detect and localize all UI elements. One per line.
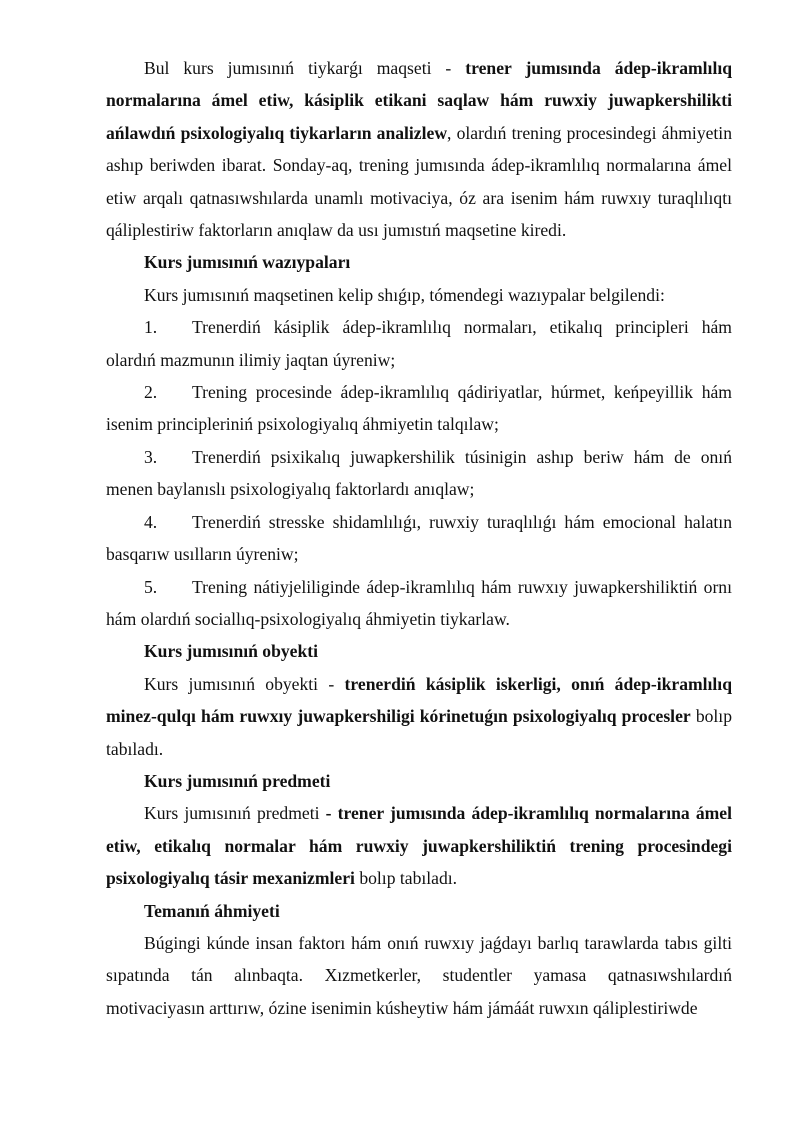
- subject-emphasis: - trener jumısında ádep-ikramlılıq normalarına ámel etiw, etikalıq normalar hám ruwxiy juwapkershiliktiń trening procesindegi psixologiyalıq tásir mexanizmleri: [106, 803, 732, 889]
- relevance-heading: Temanıń áhmiyeti: [144, 900, 280, 921]
- task-number: 4.: [144, 511, 158, 532]
- subject-tail: bolıp tabıladı.: [354, 868, 458, 889]
- task-text: Trenerdiń kásiplik ádep-ikramlılıq normaları, etikalıq principleri hám olardıń mazmunın ilimiy jaqtan úyreniw;: [106, 317, 732, 370]
- intro-tail: , olardıń trening procesindegi áhmiyetin ashıp beriwden ibarat. Sonday-aq, trening jumısında ádep-ikramlılıq normalarına ámel etiw arqalı qatnasıwshılarda unamlı motivaciya, óz ara isenim hám ruwxıy turaqlılıqtı qáliplestiriw faktorların anıqlaw da usı jumıstıń maqsetine kiredi.: [106, 122, 732, 241]
- task-number: 2.: [144, 382, 158, 403]
- task-text: Trenerdiń psixikalıq juwapkershilik túsinigin ashıp beriw hám de onıń menen baylanıslı psixologiyalıq faktorlardı anıqlaw;: [106, 446, 732, 500]
- task-text: Trenerdiń stresske shidamlılıǵı, ruwxiy turaqlılıǵı hám emocional halatın basqarıw usılların úyreniw;: [106, 511, 732, 565]
- task-text: Trening nátiyjeliliginde ádep-ikramlılıq hám ruwxıy juwapkershiliktiń ornı hám olardıń sociallıq-psixologiyalıq áhmiyetin tiykarlaw.: [106, 576, 732, 629]
- relevance-paragraph: Búgingi kúnde insan faktorı hám onıń ruwxıy jaǵdayı barlıq tarawlarda tabıs gilti sıpatında tán alınbaqta. Xızmetkerler, studentler yamasa qatnasıwshılardıń motivaciyasın arttırıw, ózine isenimin kúsheytiw hám jámáát ruwxın qáliplestiriwde: [106, 932, 732, 1018]
- task-number: 5.: [144, 576, 158, 597]
- intro-paragraph: [106, 52, 732, 246]
- subject-paragraph: [106, 797, 732, 894]
- task-item-2: [106, 376, 732, 441]
- task-item-4: [106, 506, 732, 571]
- intro-lead: Bul kurs jumısınıń tiykarǵı maqseti -: [144, 58, 466, 78]
- task-item-5: [106, 571, 732, 636]
- subject-lead: Kurs jumısınıń predmeti: [144, 803, 326, 824]
- subject-heading: Kurs jumısınıń predmeti: [144, 770, 331, 791]
- task-item-3: [106, 441, 732, 506]
- task-number: 3.: [144, 446, 158, 467]
- intro-emphasis: trener jumısında ádep-ikramlılıq normalarına ámel etiw, kásiplik etikani saqlaw hám ruwxiy juwapkershilikti ańlawdıń psixologiyalıq tiykarların analizlew: [106, 58, 733, 143]
- task-number: 1.: [144, 317, 158, 338]
- task-item-1: [106, 311, 732, 376]
- object-tail: bolıp tabıladı.: [106, 706, 732, 759]
- object-paragraph: [106, 668, 732, 765]
- task-text: Trening procesinde ádep-ikramlılıq qádiriyatlar, húrmet, keńpeyillik hám isenim principleriniń psixologiyalıq áhmiyetin talqılaw;: [106, 382, 732, 435]
- tasks-heading: Kurs jumısınıń wazıypaları: [144, 252, 351, 273]
- tasks-intro: Kurs jumısınıń maqsetinen kelip shıǵıp, tómendegi wazıypalar belgilendi:: [144, 284, 665, 305]
- object-emphasis: trenerdiń kásiplik iskerligi, onıń ádep-ikramlılıq minez-qulqı hám ruwxıy juwapkershiligi kórinetuǵın psixologiyalıq procesler: [106, 673, 732, 727]
- object-heading: Kurs jumısınıń obyekti: [144, 641, 319, 662]
- object-lead: Kurs jumısınıń obyekti -: [144, 673, 345, 694]
